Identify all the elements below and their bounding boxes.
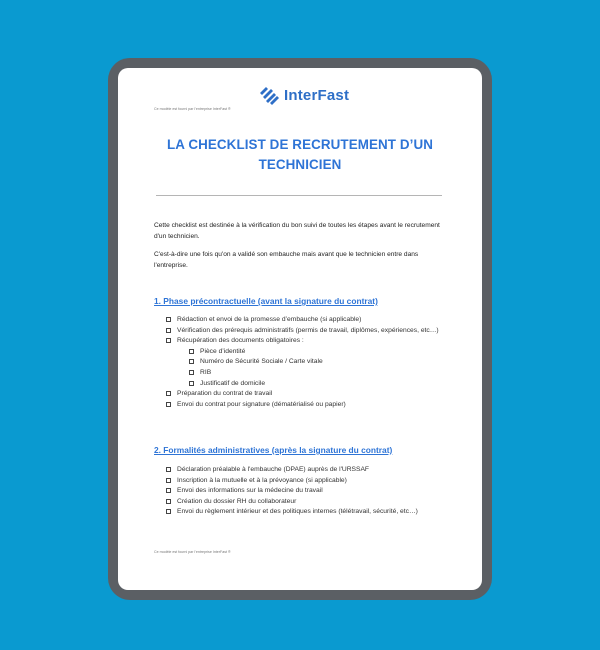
title-divider bbox=[156, 195, 442, 196]
checklist-item-label: Envoi des informations sur la médecine du travail bbox=[177, 487, 323, 495]
checkbox-icon[interactable] bbox=[166, 478, 171, 483]
checklist-subitem bbox=[189, 379, 451, 390]
interfast-logo-icon bbox=[258, 85, 280, 105]
checklist-subitem bbox=[189, 347, 451, 358]
checklist-item bbox=[166, 326, 451, 337]
checkbox-icon[interactable] bbox=[166, 402, 171, 407]
template-note-bottom: Ce modèle est fourni par l'entreprise InterFast ® bbox=[154, 550, 231, 554]
checklist-item bbox=[166, 486, 451, 497]
checklist-item bbox=[166, 465, 451, 476]
checklist-item bbox=[166, 315, 451, 326]
checkbox-icon[interactable] bbox=[166, 338, 171, 343]
intro-paragraph: C'est-à-dire une fois qu'on a validé son embauche mais avant que le technicien entre dans l'entreprise. bbox=[154, 251, 419, 269]
section-title-formalities: 2. Formalités administratives (après la signature du contrat) bbox=[154, 445, 393, 455]
document-title: LA CHECKLIST DE RECRUTEMENT D’UN TECHNICIEN bbox=[166, 137, 434, 172]
checklist-item bbox=[166, 476, 451, 487]
checkbox-icon[interactable] bbox=[166, 488, 171, 493]
tablet-frame bbox=[108, 58, 492, 600]
checklist-item-label: Préparation du contrat de travail bbox=[177, 390, 273, 398]
checklist-item-label: RIB bbox=[200, 368, 212, 376]
checklist-item-label: Numéro de Sécurité Sociale / Carte vitale bbox=[200, 358, 323, 366]
checkbox-icon[interactable] bbox=[166, 328, 171, 333]
checklist-formalities bbox=[166, 465, 451, 518]
checklist-item bbox=[166, 336, 451, 347]
checkbox-icon[interactable] bbox=[166, 499, 171, 504]
checklist-item-label: Déclaration préalable à l'embauche (DPAE) auprès de l'URSSAF bbox=[177, 466, 370, 473]
section-title-precontract: 1. Phase précontractuelle (avant la signature du contrat) bbox=[154, 296, 378, 306]
template-note-top: Ce modèle est fourni par l'entreprise InterFast ® bbox=[154, 107, 231, 111]
document-page bbox=[118, 68, 482, 590]
checklist-item bbox=[166, 400, 451, 411]
checkbox-icon[interactable] bbox=[166, 317, 171, 322]
checkbox-icon[interactable] bbox=[189, 381, 194, 386]
checklist-precontract bbox=[166, 315, 451, 410]
checklist-item-label: Pièce d’identité bbox=[200, 347, 246, 355]
checklist-item bbox=[166, 507, 451, 518]
checkbox-icon[interactable] bbox=[189, 359, 194, 364]
checklist-item-label: Envoi du règlement intérieur et des politiques internes (télétravail, sécurité, etc…) bbox=[177, 508, 418, 516]
checklist-subitem bbox=[189, 357, 451, 368]
checkbox-icon[interactable] bbox=[166, 509, 171, 514]
checkbox-icon[interactable] bbox=[166, 467, 171, 472]
checklist-item-label: Justificatif de domicile bbox=[200, 379, 266, 387]
checklist-item-label: Récupération des documents obligatoires : bbox=[177, 337, 304, 345]
checkbox-icon[interactable] bbox=[166, 391, 171, 396]
checklist-item bbox=[166, 497, 451, 508]
checklist-item-label: Vérification des prérequis administratifs (permis de travail, diplômes, expériences, etc…) bbox=[177, 326, 439, 334]
intro-paragraph: Cette checklist est destinée à la vérification du bon suivi de toutes les étapes avant le recrutement d'un technicien. bbox=[154, 222, 440, 240]
checklist-item-label: Création du dossier RH du collaborateur bbox=[177, 497, 297, 505]
checklist-item bbox=[166, 389, 451, 400]
brand-name: InterFast bbox=[284, 86, 350, 104]
brand-logo bbox=[258, 85, 349, 105]
checklist-item-label: Envoi du contrat pour signature (dématérialisé ou papier) bbox=[177, 400, 346, 408]
checklist-item-label: Inscription à la mutuelle et à la prévoyance (si applicable) bbox=[177, 476, 347, 484]
checkbox-icon[interactable] bbox=[189, 370, 194, 375]
checklist-item-label: Rédaction et envoi de la promesse d’embauche (si applicable) bbox=[177, 316, 362, 323]
checkbox-icon[interactable] bbox=[189, 349, 194, 354]
checklist-subitem bbox=[189, 368, 451, 379]
